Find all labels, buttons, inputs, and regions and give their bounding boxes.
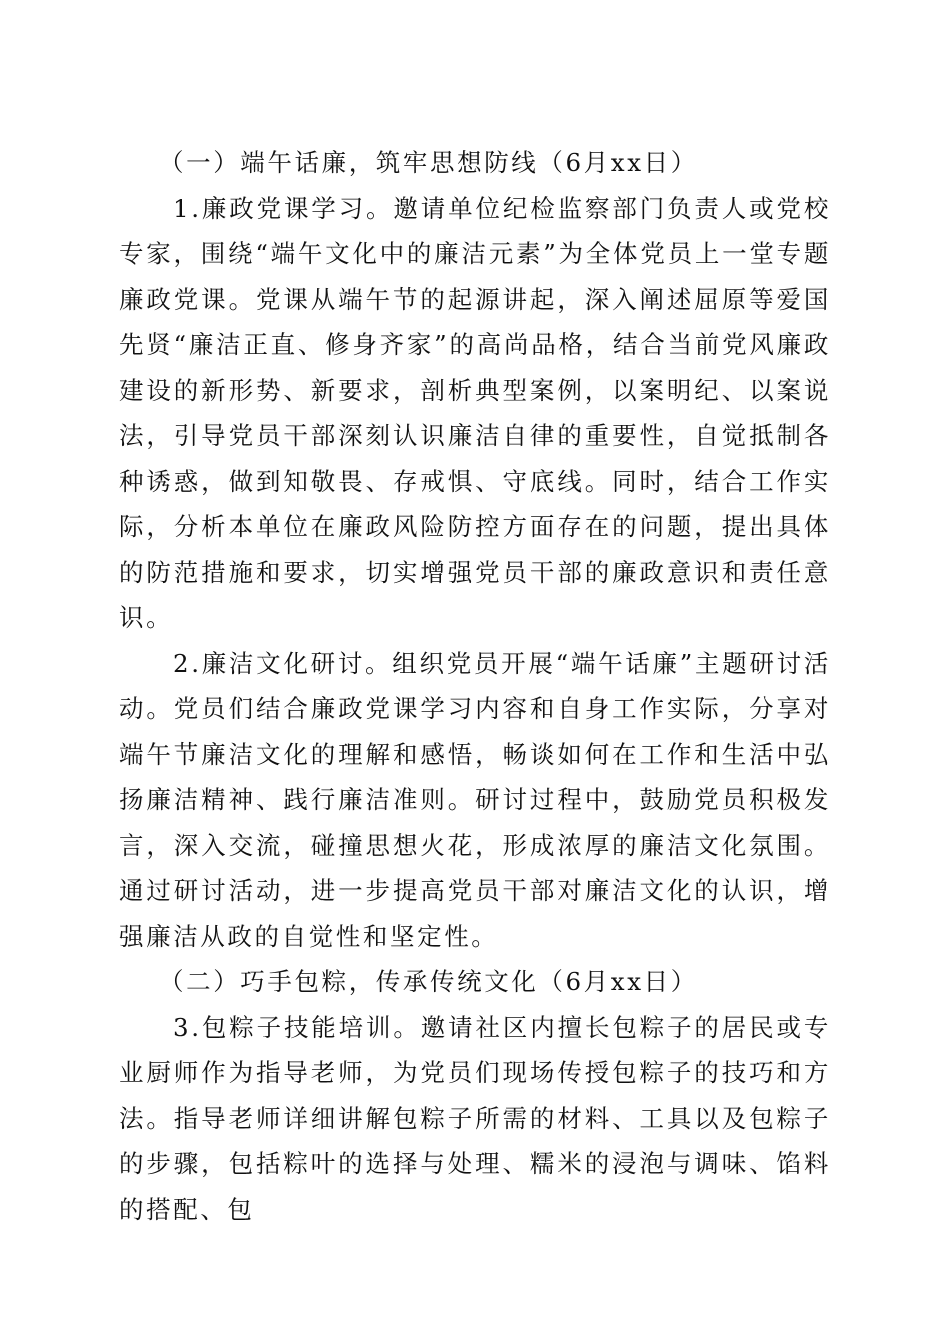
body-paragraph-1: 1.廉政党课学习。邀请单位纪检监察部门负责人或党校专家，围绕“端午文化中的廉洁元素”为全体党员上一堂专题廉政党课。党课从端午节的起源讲起，深入阐述屈原等爱国先贤“廉洁正直、修身齐家”的高尚品格，结合当前党风廉政建设的新形势、新要求，剖析典型案例，以案明纪、以案说法，引导党员干部深刻认识廉洁自律的重要性，自觉抵制各种诱惑，做到知敬畏、存戒惧、守底线。同时，结合工作实际，分析本单位在廉政风险防控方面存在的问题，提出具体的防范措施和要求，切实增强党员干部的廉政意识和责任意识。 [119, 193, 831, 632]
body-paragraph-2: 2.廉洁文化研讨。组织党员开展“端午话廉”主题研讨活动。党员们结合廉政党课学习内容和自身工作实际，分享对端午节廉洁文化的理解和感悟，畅谈如何在工作和生活中弘扬廉洁精神、践行廉洁准则。研讨过程中，鼓励党员积极发言，深入交流，碰撞思想火花，形成浓厚的廉洁文化氛围。通过研讨活动，进一步提高党员干部对廉洁文化的认识，增强廉洁从政的自觉性和坚定性。 [119, 648, 831, 951]
document-body [119, 140, 831, 1232]
section-heading-2: （二）巧手包粽，传承传统文化（6月xx日） [159, 967, 698, 996]
body-paragraph-3: 3.包粽子技能培训。邀请社区内擅长包粽子的居民或专业厨师作为指导老师，为党员们现场传授包粽子的技巧和方法。指导老师详细讲解包粽子所需的材料、工具以及包粽子的步骤，包括粽叶的选择与处理、糯米的浸泡与调味、馅料的搭配、包 [119, 1012, 831, 1224]
section-heading-1: （一）端午话廉，筑牢思想防线（6月xx日） [159, 148, 698, 177]
